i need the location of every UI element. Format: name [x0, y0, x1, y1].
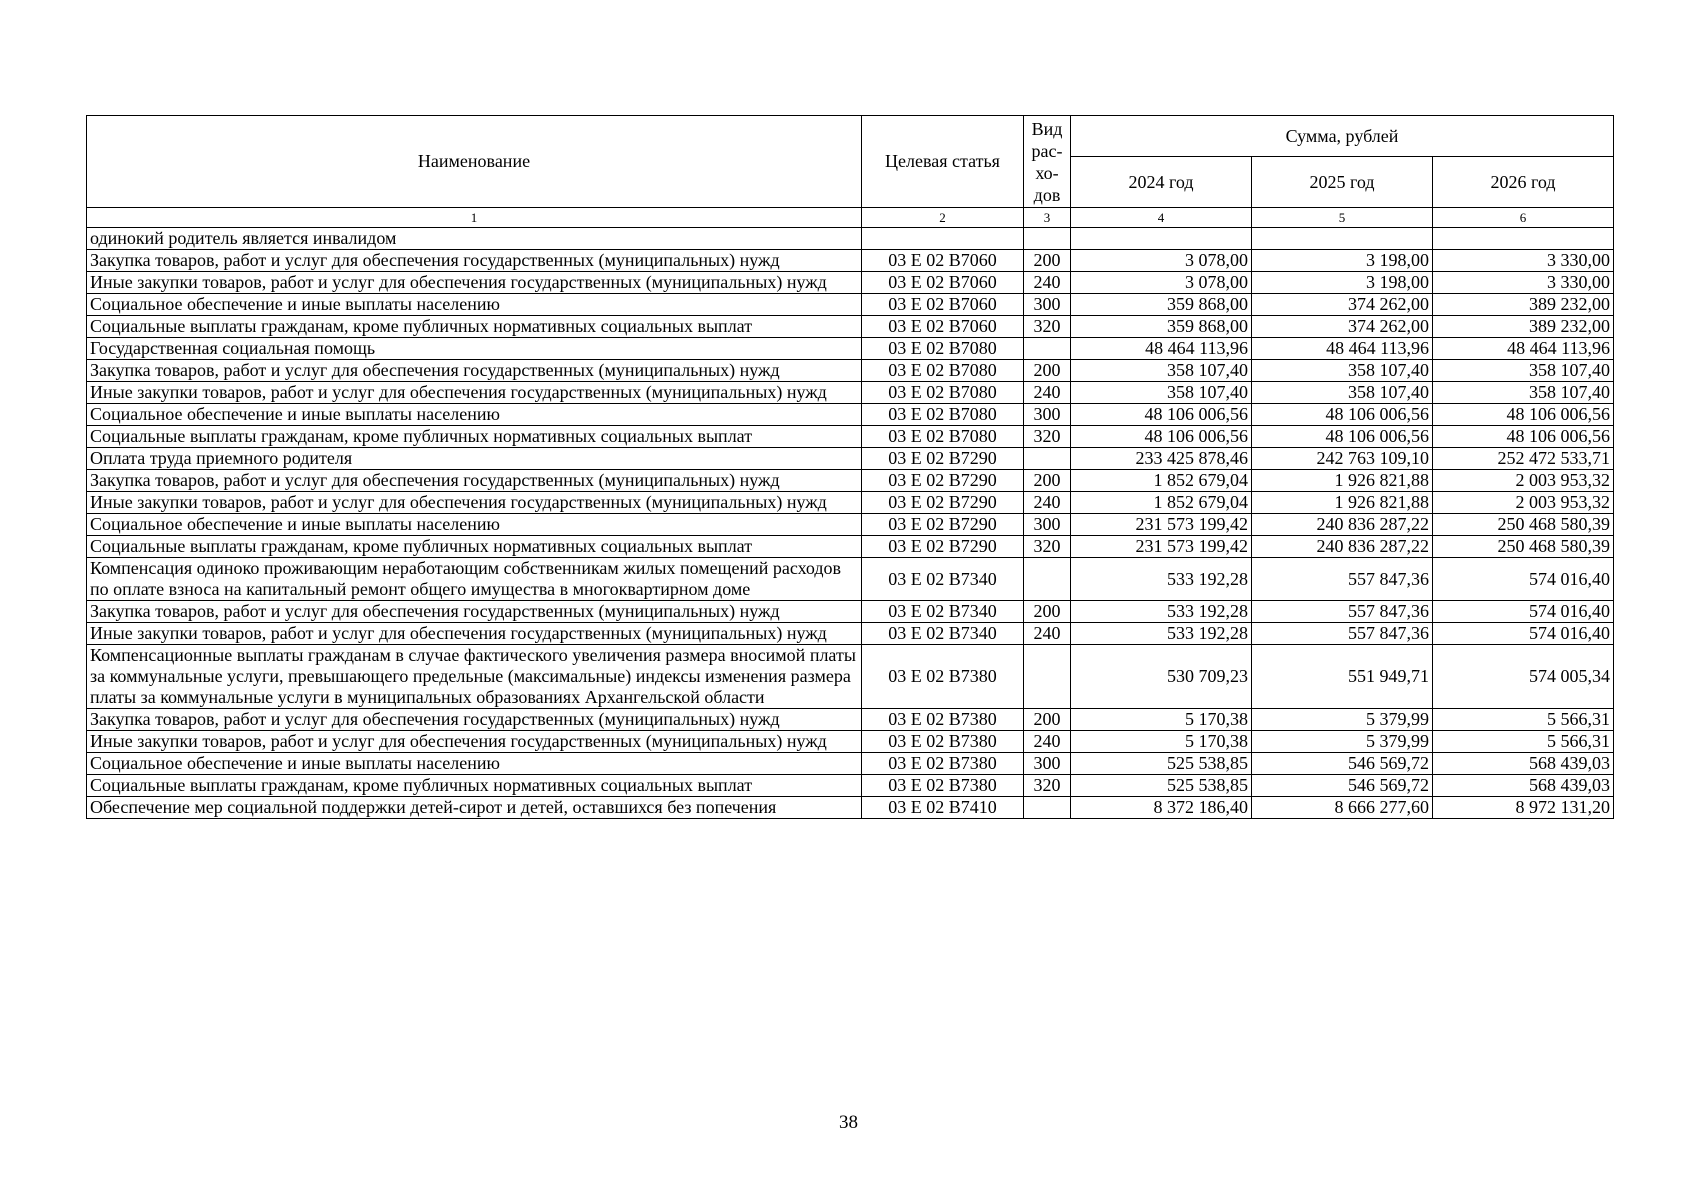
cell-amount-2024: 358 107,40	[1071, 382, 1252, 404]
cell-amount-2025: 3 198,00	[1252, 272, 1433, 294]
cell-amount-2024: 358 107,40	[1071, 360, 1252, 382]
table-row	[87, 316, 1614, 338]
cell-name: Иные закупки товаров, работ и услуг для обеспечения государственных (муниципальных) нужд	[87, 272, 862, 294]
cell-amount-2026: 5 566,31	[1433, 709, 1614, 731]
cell-amount-2024	[1071, 228, 1252, 250]
cell-amount-2025: 5 379,99	[1252, 731, 1433, 753]
cell-expense-type: 300	[1024, 294, 1071, 316]
table-row	[87, 731, 1614, 753]
cell-amount-2025: 48 106 006,56	[1252, 426, 1433, 448]
cell-expense-type: 300	[1024, 514, 1071, 536]
table-row	[87, 250, 1614, 272]
cell-target-code: 03 Е 02 В7380	[862, 709, 1024, 731]
cell-target-code: 03 Е 02 В7290	[862, 448, 1024, 470]
cell-amount-2026: 250 468 580,39	[1433, 514, 1614, 536]
cell-target-code: 03 Е 02 В7060	[862, 272, 1024, 294]
cell-name: одинокий родитель является инвалидом	[87, 228, 862, 250]
cell-expense-type	[1024, 228, 1071, 250]
column-number: 6	[1433, 208, 1614, 228]
cell-amount-2024: 48 106 006,56	[1071, 426, 1252, 448]
cell-expense-type: 320	[1024, 316, 1071, 338]
cell-name: Социальные выплаты гражданам, кроме публичных нормативных социальных выплат	[87, 426, 862, 448]
cell-expense-type: 200	[1024, 709, 1071, 731]
table-body	[87, 228, 1614, 819]
cell-amount-2024: 533 192,28	[1071, 601, 1252, 623]
cell-amount-2026: 568 439,03	[1433, 775, 1614, 797]
cell-target-code: 03 Е 02 В7290	[862, 514, 1024, 536]
cell-name: Закупка товаров, работ и услуг для обеспечения государственных (муниципальных) нужд	[87, 709, 862, 731]
table-row	[87, 294, 1614, 316]
column-number: 4	[1071, 208, 1252, 228]
cell-expense-type: 200	[1024, 360, 1071, 382]
cell-target-code: 03 Е 02 В7410	[862, 797, 1024, 819]
cell-name: Социальные выплаты гражданам, кроме публичных нормативных социальных выплат	[87, 316, 862, 338]
cell-name: Иные закупки товаров, работ и услуг для обеспечения государственных (муниципальных) нужд	[87, 731, 862, 753]
cell-name: Социальное обеспечение и иные выплаты населению	[87, 294, 862, 316]
table-row	[87, 272, 1614, 294]
cell-amount-2025: 358 107,40	[1252, 382, 1433, 404]
cell-amount-2026	[1433, 228, 1614, 250]
cell-expense-type: 240	[1024, 623, 1071, 645]
cell-amount-2025: 242 763 109,10	[1252, 448, 1433, 470]
cell-amount-2026: 3 330,00	[1433, 272, 1614, 294]
table-row	[87, 558, 1614, 601]
cell-amount-2024: 525 538,85	[1071, 753, 1252, 775]
cell-expense-type: 300	[1024, 404, 1071, 426]
cell-expense-type	[1024, 338, 1071, 360]
cell-expense-type: 320	[1024, 775, 1071, 797]
cell-amount-2025: 374 262,00	[1252, 294, 1433, 316]
cell-amount-2025: 240 836 287,22	[1252, 536, 1433, 558]
header-name: Наименование	[87, 116, 862, 208]
table-row	[87, 228, 1614, 250]
cell-amount-2024: 533 192,28	[1071, 623, 1252, 645]
cell-amount-2024: 3 078,00	[1071, 250, 1252, 272]
cell-amount-2026: 389 232,00	[1433, 316, 1614, 338]
page-number: 38	[839, 1112, 858, 1133]
cell-amount-2024: 530 709,23	[1071, 645, 1252, 709]
cell-expense-type	[1024, 797, 1071, 819]
cell-expense-type: 320	[1024, 536, 1071, 558]
cell-name: Социальное обеспечение и иные выплаты населению	[87, 404, 862, 426]
cell-target-code: 03 Е 02 В7380	[862, 775, 1024, 797]
column-number: 2	[862, 208, 1024, 228]
cell-target-code: 03 Е 02 В7080	[862, 360, 1024, 382]
cell-amount-2025: 3 198,00	[1252, 250, 1433, 272]
cell-expense-type: 200	[1024, 470, 1071, 492]
cell-amount-2025: 374 262,00	[1252, 316, 1433, 338]
cell-expense-type	[1024, 645, 1071, 709]
cell-name: Иные закупки товаров, работ и услуг для обеспечения государственных (муниципальных) нужд	[87, 623, 862, 645]
cell-name: Иные закупки товаров, работ и услуг для обеспечения государственных (муниципальных) нужд	[87, 492, 862, 514]
cell-amount-2025: 240 836 287,22	[1252, 514, 1433, 536]
cell-amount-2026: 574 016,40	[1433, 623, 1614, 645]
cell-amount-2025: 358 107,40	[1252, 360, 1433, 382]
cell-amount-2024: 231 573 199,42	[1071, 514, 1252, 536]
cell-expense-type: 240	[1024, 492, 1071, 514]
table-row	[87, 514, 1614, 536]
cell-target-code: 03 Е 02 В7080	[862, 426, 1024, 448]
cell-target-code: 03 Е 02 В7340	[862, 558, 1024, 601]
cell-amount-2024: 533 192,28	[1071, 558, 1252, 601]
cell-amount-2024: 3 078,00	[1071, 272, 1252, 294]
cell-amount-2025: 557 847,36	[1252, 558, 1433, 601]
header-vid-line: рас-	[1031, 140, 1063, 161]
cell-amount-2025: 1 926 821,88	[1252, 470, 1433, 492]
cell-amount-2025: 5 379,99	[1252, 709, 1433, 731]
cell-amount-2026: 5 566,31	[1433, 731, 1614, 753]
cell-expense-type: 200	[1024, 250, 1071, 272]
cell-target-code: 03 Е 02 В7290	[862, 536, 1024, 558]
cell-name: Компенсационные выплаты гражданам в случае фактического увеличения размера вносимой платы за коммунальные услуги, превышающего предельные (максимальные) индексы изменения размера платы за коммунальные услуги в муниципальных образованиях Архангельской области	[87, 645, 862, 709]
cell-name: Социальные выплаты гражданам, кроме публичных нормативных социальных выплат	[87, 536, 862, 558]
budget-table	[86, 115, 1614, 819]
table-header	[87, 116, 1614, 228]
header-sum: Сумма, рублей	[1071, 116, 1614, 157]
cell-amount-2025: 1 926 821,88	[1252, 492, 1433, 514]
table-row	[87, 536, 1614, 558]
cell-amount-2026: 358 107,40	[1433, 382, 1614, 404]
cell-name: Оплата труда приемного родителя	[87, 448, 862, 470]
cell-expense-type: 240	[1024, 272, 1071, 294]
cell-name: Социальное обеспечение и иные выплаты населению	[87, 753, 862, 775]
cell-name: Социальное обеспечение и иные выплаты населению	[87, 514, 862, 536]
table-row	[87, 645, 1614, 709]
cell-name: Государственная социальная помощь	[87, 338, 862, 360]
cell-amount-2026: 2 003 953,32	[1433, 492, 1614, 514]
cell-target-code: 03 Е 02 В7380	[862, 645, 1024, 709]
cell-target-code: 03 Е 02 В7380	[862, 731, 1024, 753]
cell-amount-2026: 48 106 006,56	[1433, 426, 1614, 448]
cell-amount-2026: 574 016,40	[1433, 558, 1614, 601]
table-row	[87, 426, 1614, 448]
cell-amount-2025: 551 949,71	[1252, 645, 1433, 709]
cell-expense-type: 200	[1024, 601, 1071, 623]
column-number-row	[87, 208, 1614, 228]
header-vid-line: хо-	[1035, 162, 1059, 183]
cell-amount-2024: 359 868,00	[1071, 316, 1252, 338]
cell-expense-type: 320	[1024, 426, 1071, 448]
table-row	[87, 382, 1614, 404]
table-row	[87, 623, 1614, 645]
table-row	[87, 775, 1614, 797]
cell-amount-2024: 5 170,38	[1071, 731, 1252, 753]
cell-target-code	[862, 228, 1024, 250]
table-row	[87, 338, 1614, 360]
cell-amount-2024: 8 372 186,40	[1071, 797, 1252, 819]
cell-expense-type: 240	[1024, 731, 1071, 753]
cell-amount-2025: 557 847,36	[1252, 601, 1433, 623]
cell-amount-2024: 1 852 679,04	[1071, 470, 1252, 492]
table-row	[87, 709, 1614, 731]
cell-amount-2026: 2 003 953,32	[1433, 470, 1614, 492]
column-number: 1	[87, 208, 862, 228]
cell-expense-type: 240	[1024, 382, 1071, 404]
cell-amount-2026: 48 464 113,96	[1433, 338, 1614, 360]
table-row	[87, 404, 1614, 426]
cell-name: Закупка товаров, работ и услуг для обеспечения государственных (муниципальных) нужд	[87, 250, 862, 272]
cell-amount-2026: 389 232,00	[1433, 294, 1614, 316]
cell-amount-2026: 48 106 006,56	[1433, 404, 1614, 426]
cell-amount-2025: 48 464 113,96	[1252, 338, 1433, 360]
cell-name: Иные закупки товаров, работ и услуг для обеспечения государственных (муниципальных) нужд	[87, 382, 862, 404]
cell-target-code: 03 Е 02 В7340	[862, 601, 1024, 623]
column-number: 5	[1252, 208, 1433, 228]
cell-expense-type	[1024, 558, 1071, 601]
cell-name: Социальные выплаты гражданам, кроме публичных нормативных социальных выплат	[87, 775, 862, 797]
cell-amount-2026: 8 972 131,20	[1433, 797, 1614, 819]
cell-amount-2024: 48 464 113,96	[1071, 338, 1252, 360]
table-row	[87, 797, 1614, 819]
cell-amount-2025: 546 569,72	[1252, 753, 1433, 775]
cell-amount-2024: 233 425 878,46	[1071, 448, 1252, 470]
cell-amount-2026: 574 005,34	[1433, 645, 1614, 709]
cell-name: Закупка товаров, работ и услуг для обеспечения государственных (муниципальных) нужд	[87, 470, 862, 492]
cell-amount-2026: 574 016,40	[1433, 601, 1614, 623]
cell-amount-2025: 546 569,72	[1252, 775, 1433, 797]
cell-target-code: 03 Е 02 В7060	[862, 294, 1024, 316]
table-row	[87, 470, 1614, 492]
cell-amount-2024: 525 538,85	[1071, 775, 1252, 797]
cell-amount-2024: 1 852 679,04	[1071, 492, 1252, 514]
cell-name: Обеспечение мер социальной поддержки детей-сирот и детей, оставшихся без попечения	[87, 797, 862, 819]
cell-target-code: 03 Е 02 В7290	[862, 470, 1024, 492]
cell-amount-2024: 231 573 199,42	[1071, 536, 1252, 558]
cell-target-code: 03 Е 02 В7290	[862, 492, 1024, 514]
cell-target-code: 03 Е 02 В7080	[862, 404, 1024, 426]
header-year-2024: 2024 год	[1071, 157, 1252, 208]
cell-amount-2026: 250 468 580,39	[1433, 536, 1614, 558]
cell-amount-2026: 252 472 533,71	[1433, 448, 1614, 470]
cell-amount-2024: 359 868,00	[1071, 294, 1252, 316]
cell-name: Компенсация одиноко проживающим неработающим собственникам жилых помещений расходов по оплате взноса на капитальный ремонт общего имущества в многоквартирном доме	[87, 558, 862, 601]
cell-amount-2025: 48 106 006,56	[1252, 404, 1433, 426]
header-vid-line: дов	[1033, 184, 1061, 205]
header-code: Целевая статья	[862, 116, 1024, 208]
cell-target-code: 03 Е 02 В7060	[862, 316, 1024, 338]
table-row	[87, 601, 1614, 623]
table-row	[87, 492, 1614, 514]
cell-target-code: 03 Е 02 В7080	[862, 382, 1024, 404]
cell-expense-type: 300	[1024, 753, 1071, 775]
table-row	[87, 448, 1614, 470]
header-year-2026: 2026 год	[1433, 157, 1614, 208]
cell-target-code: 03 Е 02 В7060	[862, 250, 1024, 272]
header-row-1	[87, 116, 1614, 157]
cell-amount-2024: 5 170,38	[1071, 709, 1252, 731]
cell-amount-2025: 557 847,36	[1252, 623, 1433, 645]
table-row	[87, 360, 1614, 382]
cell-amount-2026: 568 439,03	[1433, 753, 1614, 775]
header-vid-line: Вид	[1031, 118, 1063, 139]
column-number: 3	[1024, 208, 1071, 228]
cell-amount-2024: 48 106 006,56	[1071, 404, 1252, 426]
cell-amount-2025: 8 666 277,60	[1252, 797, 1433, 819]
header-vid	[1024, 116, 1071, 208]
cell-target-code: 03 Е 02 В7380	[862, 753, 1024, 775]
cell-name: Закупка товаров, работ и услуг для обеспечения государственных (муниципальных) нужд	[87, 601, 862, 623]
header-year-2025: 2025 год	[1252, 157, 1433, 208]
cell-expense-type	[1024, 448, 1071, 470]
cell-amount-2026: 358 107,40	[1433, 360, 1614, 382]
cell-target-code: 03 Е 02 В7080	[862, 338, 1024, 360]
cell-name: Закупка товаров, работ и услуг для обеспечения государственных (муниципальных) нужд	[87, 360, 862, 382]
cell-target-code: 03 Е 02 В7340	[862, 623, 1024, 645]
cell-amount-2026: 3 330,00	[1433, 250, 1614, 272]
cell-amount-2025	[1252, 228, 1433, 250]
table-row	[87, 753, 1614, 775]
